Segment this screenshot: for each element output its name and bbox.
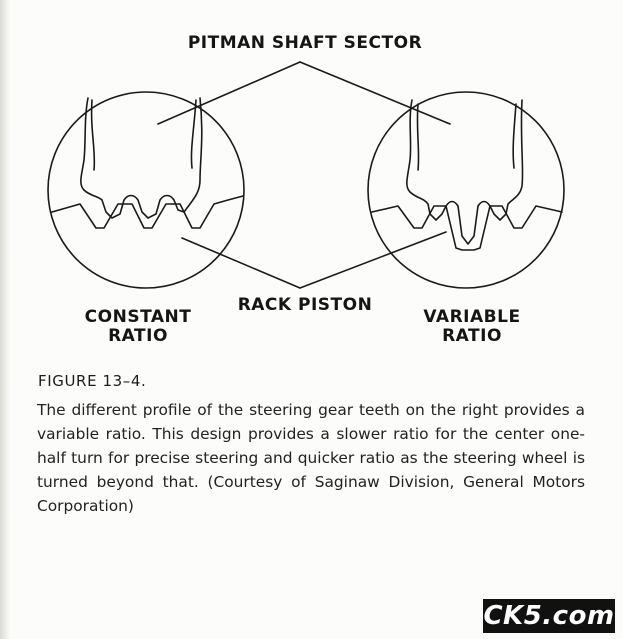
constant-ratio-label-line-2: RATIO [108,326,168,346]
watermark-logo: CK5.com [483,601,615,631]
constant-ratio-label-line-1: CONSTANT [84,307,192,327]
rack-piston-label: RACK PISTON [237,295,373,315]
variable-ratio-label-line-1: VARIABLE [423,307,521,327]
rack-leader-line [300,232,446,288]
sector-edge-line [513,104,516,168]
title-leader-line [158,62,300,124]
sector-edge-line [92,100,95,170]
constant-ratio-label [70,308,206,346]
constant-ratio-detail-circle [48,92,244,288]
constant-ratio-rack [52,196,243,228]
variable-ratio-label-line-2: RATIO [442,326,502,346]
sector-edge-line [417,104,418,170]
variable-ratio-detail-circle [368,92,564,288]
figure-number: FIGURE 13–4. [38,372,147,390]
sector-edge-line [191,100,196,168]
rack-leader-line [182,238,300,288]
title-leader-line [300,62,450,124]
figure-caption: The different profile of the steering gear teeth on the right provides a variable ratio. This design provides a slower ratio for the center one-half turn for precise steering and quicker ratio as the steering wheel is turned beyond that. (Courtesy of Saginaw Division, General Motors Corporation) [37,401,585,515]
pitman-shaft-sector-label: PITMAN SHAFT SECTOR [187,33,423,53]
constant-ratio-sector [81,98,202,218]
variable-ratio-label [408,308,536,346]
